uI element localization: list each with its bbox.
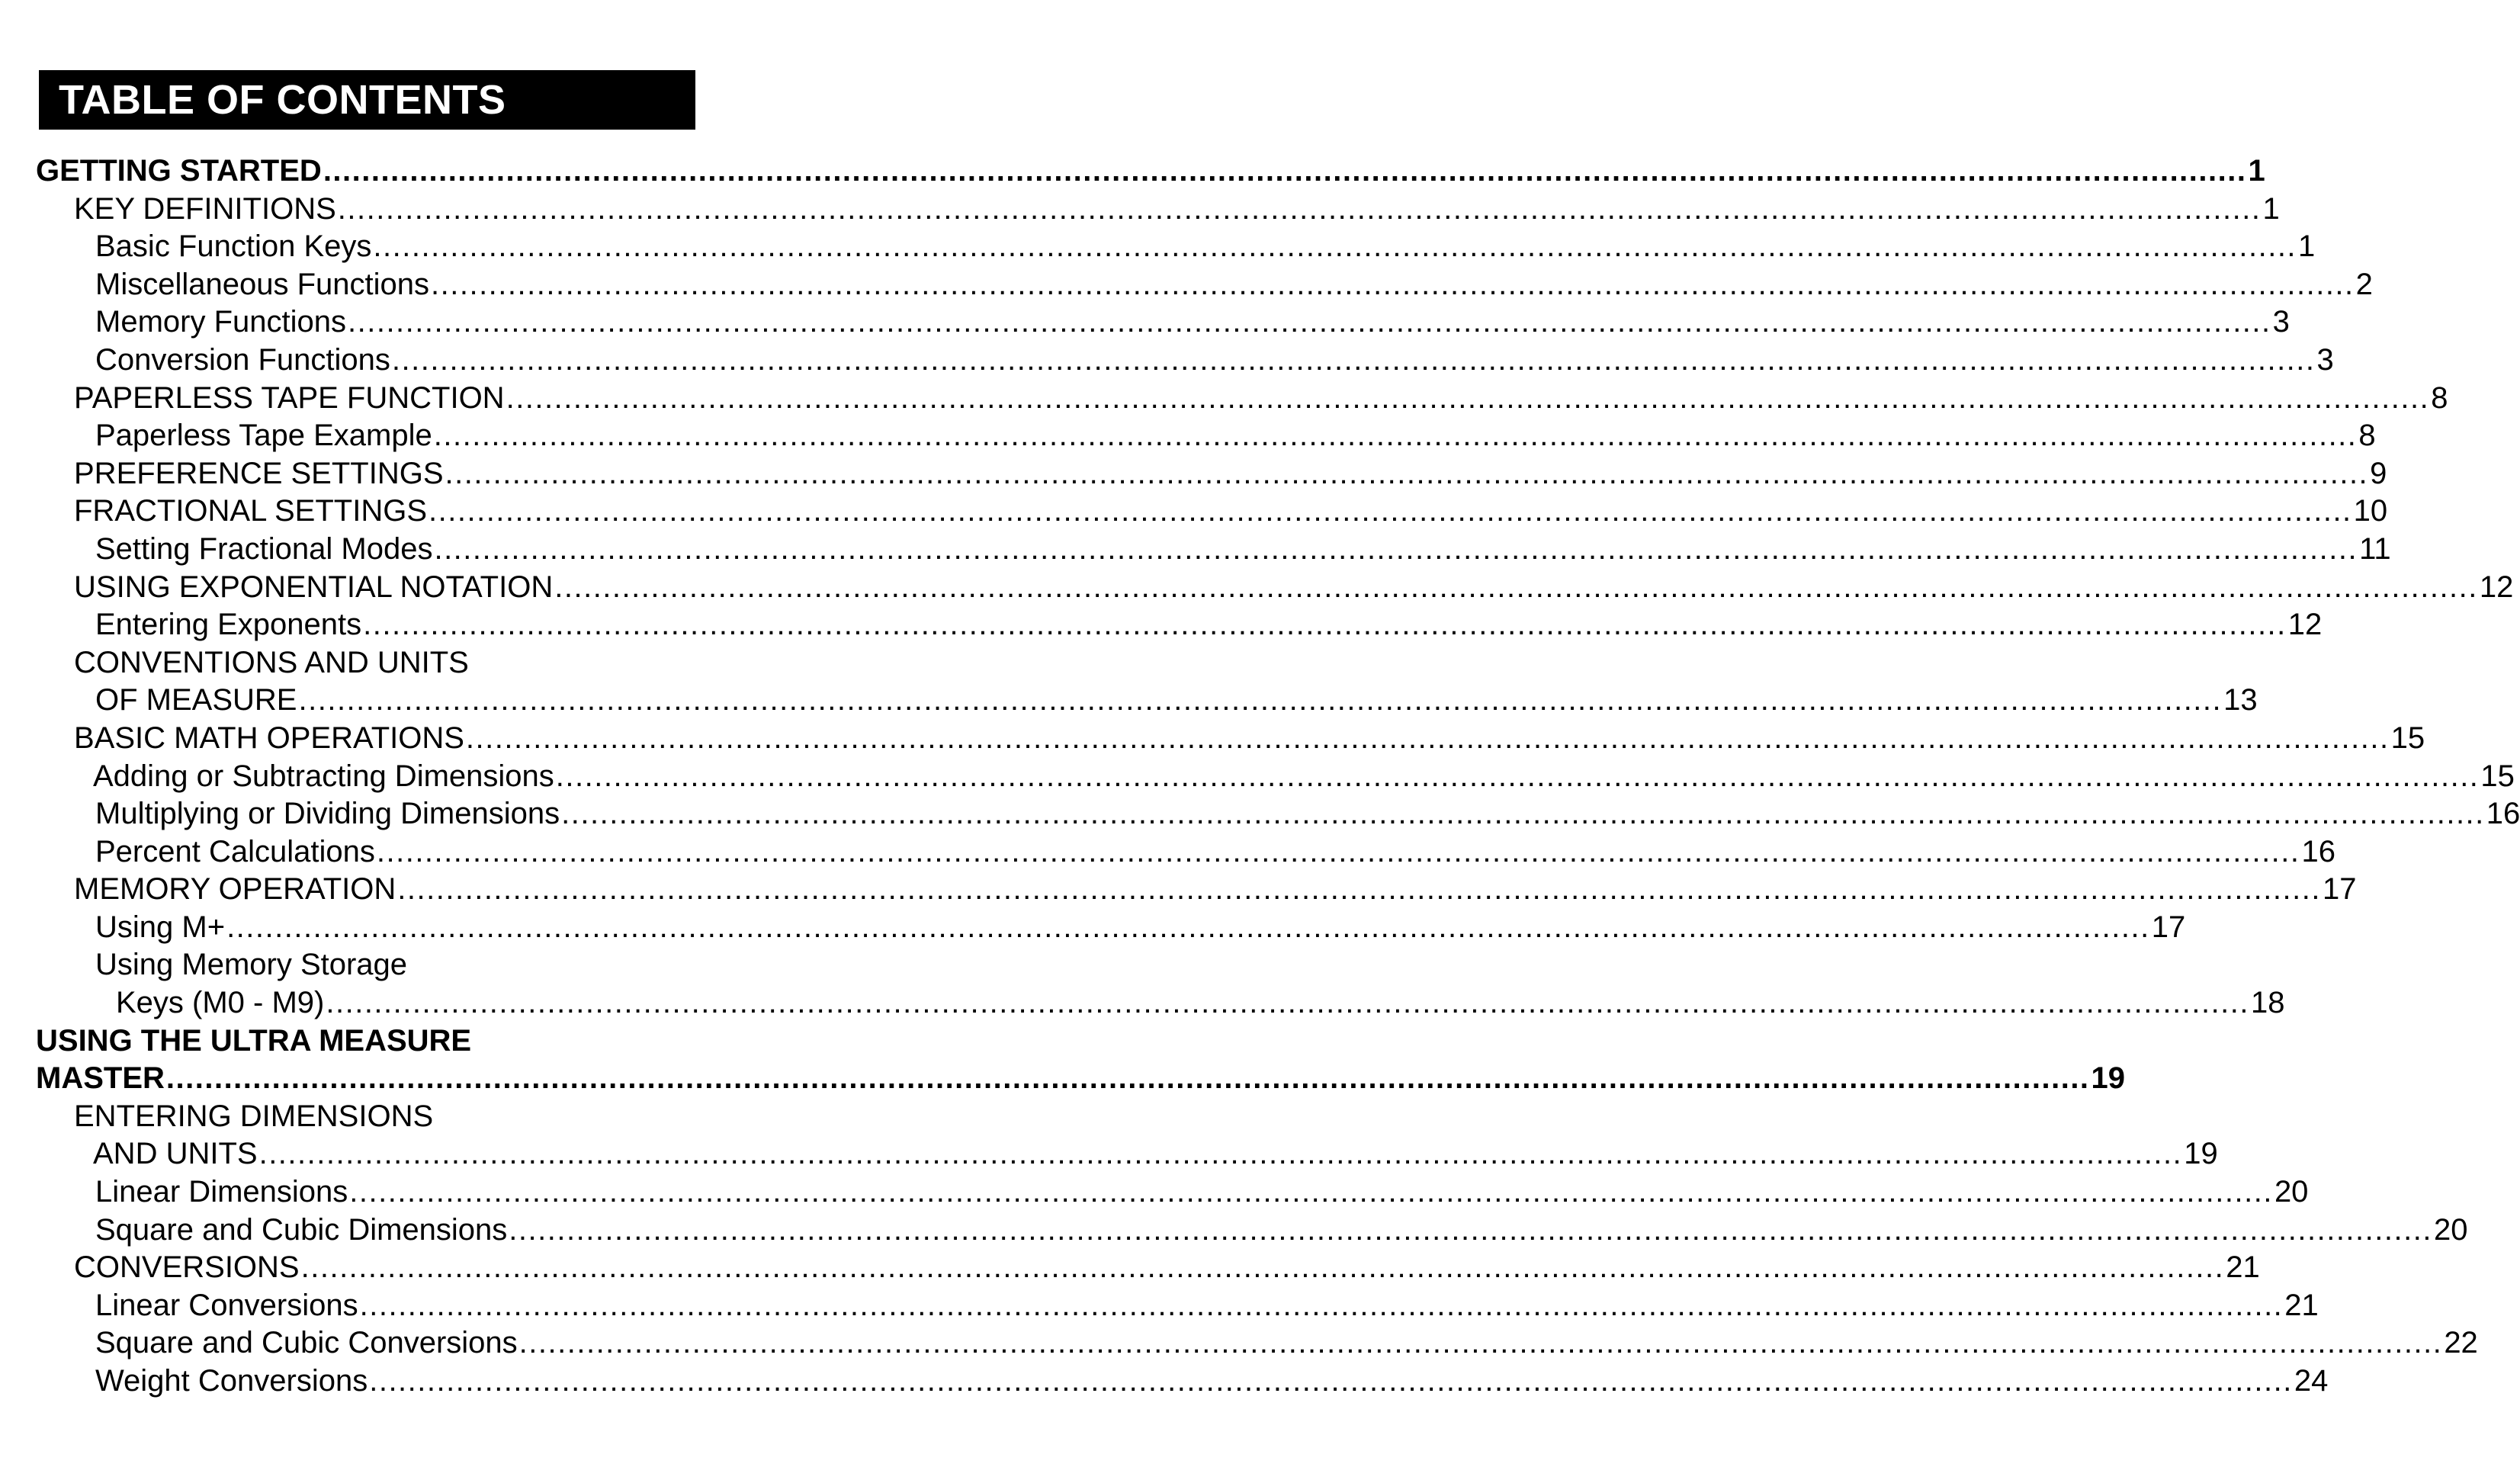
toc-entry-label: Weight Conversions <box>95 1364 368 1398</box>
toc-entry-label: Paperless Tape Example <box>95 419 432 453</box>
toc-entry <box>0 720 2425 758</box>
toc-entry-page: 8 <box>2431 380 2448 415</box>
toc-entry <box>0 644 727 682</box>
toc-entry-page: 21 <box>2284 1288 2319 1322</box>
toc-entry-page: 20 <box>2274 1175 2309 1209</box>
toc-entry-label: ENTERING DIMENSIONS <box>74 1099 434 1133</box>
toc-entry-page: 15 <box>2480 759 2515 793</box>
toc-entry-label: USING EXPONENTIAL NOTATION <box>74 570 554 604</box>
toc-entry <box>0 606 2323 644</box>
dot-leader: ........................................................................................................................................................................................................ <box>258 1137 2183 1171</box>
dot-leader: ........................................................................................................................................................................................................ <box>509 1212 2432 1247</box>
toc-entry-page: 19 <box>2184 1137 2218 1171</box>
dot-leader: ........................................................................................................................................................................................................ <box>349 1175 2273 1209</box>
dot-leader: ........................................................................................................................................................................................................ <box>433 419 2358 453</box>
toc-entry-page: 3 <box>2272 305 2290 339</box>
toc-entry-page: 17 <box>2151 910 2186 944</box>
dot-leader: ........................................................................................................................................................................................................ <box>506 380 2430 415</box>
toc-entry-page: 11 <box>2359 531 2391 566</box>
dot-leader: ........................................................................................................................................................................................................ <box>518 1326 2443 1360</box>
toc-entry-page: 18 <box>2251 986 2285 1020</box>
dot-leader: ........................................................................................................................................................................................................ <box>373 230 2297 264</box>
toc-entry-label: Basic Function Keys <box>95 230 372 264</box>
dot-leader: ........................................................................................................................................................................................................ <box>363 608 2287 642</box>
toc-entry-label: PREFERENCE SETTINGS <box>74 456 444 490</box>
toc-entry <box>0 1060 2126 1098</box>
toc-entry <box>0 531 2391 569</box>
dot-leader: ........................................................................................................................................................................................................ <box>554 570 2478 604</box>
dot-leader: ........................................................................................................................................................................................................ <box>465 721 2390 755</box>
toc-entry <box>0 455 2387 493</box>
dot-leader: ........................................................................................................................................................................................................ <box>300 1250 2225 1285</box>
toc-entry-label: Keys (M0 - M9) <box>116 986 325 1020</box>
toc-entry-label: Multiplying or Dividing Dimensions <box>95 797 560 831</box>
dot-leader: ........................................................................................................................................................................................................ <box>445 456 2369 490</box>
toc-entry <box>0 1098 727 1136</box>
toc-entry-page: 13 <box>2223 683 2258 717</box>
toc-entry-label: Conversion Functions <box>95 342 390 377</box>
toc-entry <box>0 1324 2478 1363</box>
toc-entry-page: 20 <box>2433 1212 2468 1247</box>
toc-entry <box>0 1173 2309 1212</box>
dot-leader: ........................................................................................................................................................................................................ <box>326 986 2250 1020</box>
toc-entry <box>0 569 2514 607</box>
toc-entry-label: Setting Fractional Modes <box>95 531 433 566</box>
toc-entry-page: 24 <box>2294 1364 2329 1398</box>
toc-entry-label: Square and Cubic Dimensions <box>95 1212 508 1247</box>
toc-entry <box>0 1249 2260 1287</box>
toc-entry <box>0 1363 2329 1401</box>
toc-entry <box>0 1212 2468 1250</box>
dot-leader: ........................................................................................................................................................................................................ <box>226 910 2150 944</box>
toc-entry-label: Entering Exponents <box>95 608 362 642</box>
dot-leader: ........................................................................................................................................................................................................ <box>359 1288 2284 1322</box>
toc-entry <box>0 493 2388 531</box>
toc-entry-label: GETTING STARTED <box>36 154 322 188</box>
table-of-contents <box>0 152 2520 1401</box>
dot-leader: ........................................................................................................................................................................................................ <box>337 191 2262 226</box>
toc-entry <box>0 417 2376 455</box>
toc-entry-page: 16 <box>2486 797 2520 831</box>
toc-entry-label: PAPERLESS TAPE FUNCTION <box>74 380 505 415</box>
toc-entry <box>0 909 2186 947</box>
toc-entry <box>0 1135 2218 1173</box>
dot-leader: ........................................................................................................................................................................................................ <box>298 683 2223 717</box>
toc-entry-label: Adding or Subtracting Dimensions <box>93 759 554 793</box>
toc-entry-page: 16 <box>2301 834 2336 868</box>
toc-entry-label: Linear Dimensions <box>95 1175 348 1209</box>
toc-entry <box>0 871 2357 909</box>
toc-entry <box>0 682 2258 720</box>
toc-entry-label: FRACTIONAL SETTINGS <box>74 494 428 528</box>
toc-entry-label: Memory Functions <box>95 305 346 339</box>
toc-entry <box>0 228 2316 266</box>
toc-entry-label: Using M+ <box>95 910 226 944</box>
toc-entry <box>0 303 2290 342</box>
toc-entry <box>0 984 2285 1022</box>
toc-entry <box>0 1287 2319 1325</box>
toc-entry-label: Miscellaneous Functions <box>95 267 429 301</box>
toc-entry-label: AND UNITS <box>93 1137 258 1171</box>
toc-entry-label: Percent Calculations <box>95 834 375 868</box>
dot-leader: ........................................................................................................................................................................................................ <box>347 305 2271 339</box>
toc-entry-label: Square and Cubic Conversions <box>95 1326 518 1360</box>
page-title: TABLE OF CONTENTS <box>39 70 695 130</box>
toc-entry-page: 12 <box>2479 570 2514 604</box>
dot-leader: ........................................................................................................................................................................................................ <box>391 342 2316 377</box>
toc-entry-page: 8 <box>2358 419 2376 453</box>
toc-entry-label: Using Memory Storage <box>95 948 408 982</box>
toc-entry-label: OF MEASURE <box>95 683 297 717</box>
toc-entry-label: MASTER <box>36 1061 165 1096</box>
toc-entry-page: 17 <box>2322 872 2357 907</box>
toc-entry-page: 9 <box>2370 456 2387 490</box>
toc-entry <box>0 380 2448 418</box>
dot-leader: ........................................................................................................................................................................................................ <box>434 531 2358 566</box>
toc-entry-page: 19 <box>2091 1061 2126 1096</box>
toc-entry-page: 3 <box>2316 342 2334 377</box>
dot-leader: ........................................................................................................................................................................................................ <box>369 1364 2293 1398</box>
toc-entry <box>0 758 2515 796</box>
toc-entry-label: KEY DEFINITIONS <box>74 191 336 226</box>
dot-leader: ........................................................................................................................................................................................................ <box>165 1061 2090 1096</box>
toc-entry <box>0 946 727 984</box>
toc-entry <box>0 1022 727 1061</box>
dot-leader: ........................................................................................................................................................................................................ <box>397 872 2321 907</box>
toc-entry-label: USING THE ULTRA MEASURE <box>36 1023 472 1058</box>
toc-entry <box>0 833 2336 872</box>
dot-leader: ........................................................................................................................................................................................................ <box>376 834 2300 868</box>
toc-entry-page: 1 <box>2248 154 2265 188</box>
toc-entry-label: CONVERSIONS <box>74 1250 300 1285</box>
toc-entry-page: 12 <box>2287 608 2323 642</box>
toc-entry-page: 10 <box>2353 494 2388 528</box>
dot-leader: ........................................................................................................................................................................................................ <box>431 267 2355 301</box>
dot-leader: ........................................................................................................................................................................................................ <box>555 759 2480 793</box>
toc-entry-page: 22 <box>2444 1326 2478 1360</box>
dot-leader: ........................................................................................................................................................................................................ <box>561 797 2485 831</box>
toc-entry <box>0 191 2280 229</box>
toc-entry-label: Linear Conversions <box>95 1288 358 1322</box>
toc-entry <box>0 152 2265 191</box>
toc-entry <box>0 795 2520 833</box>
toc-entry <box>0 266 2373 304</box>
toc-entry-page: 15 <box>2390 721 2425 755</box>
dot-leader: ........................................................................................................................................................................................................ <box>429 494 2352 528</box>
toc-entry-page: 1 <box>2262 191 2280 226</box>
toc-entry-page: 21 <box>2226 1250 2260 1285</box>
toc-entry-page: 2 <box>2355 267 2373 301</box>
toc-entry-label: MEMORY OPERATION <box>74 872 396 907</box>
dot-leader: ........................................................................................................................................................................................................ <box>323 154 2247 188</box>
toc-entry-page: 1 <box>2298 230 2316 264</box>
toc-entry <box>0 342 2334 380</box>
toc-entry-label: CONVENTIONS AND UNITS <box>74 645 469 679</box>
toc-entry-label: BASIC MATH OPERATIONS <box>74 721 464 755</box>
